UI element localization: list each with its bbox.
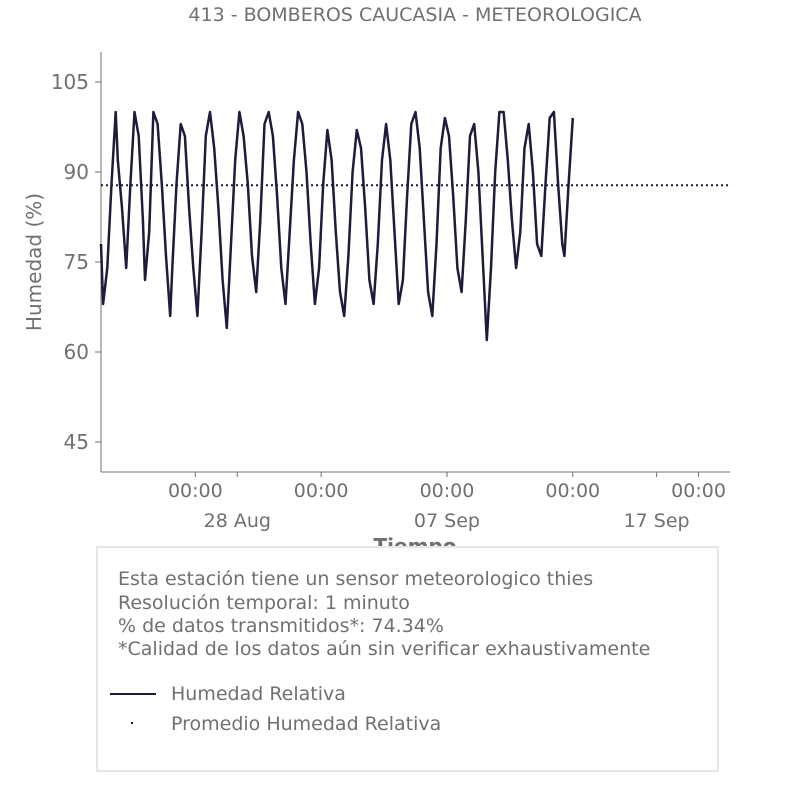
- x-date-tick-label: 07 Sep: [413, 510, 480, 532]
- legend-label: Humedad Relativa: [171, 683, 346, 705]
- info-transmitted-text: % de datos transmitidos*: 74.34%: [118, 615, 444, 637]
- series-layer: [101, 112, 730, 340]
- x-time-tick-label: 00:00: [419, 480, 475, 502]
- legend-line-swatch: [110, 693, 156, 695]
- humidity-series-line: [101, 112, 573, 340]
- x-date-tick-label: 17 Sep: [623, 510, 690, 532]
- y-tick-label: 90: [63, 160, 89, 184]
- y-tick-label: 105: [50, 70, 89, 94]
- y-tick-label: 75: [63, 250, 89, 274]
- y-axis-label: Humedad (%): [22, 192, 46, 332]
- y-tick-label: 45: [63, 430, 89, 454]
- y-tick-label: 60: [63, 340, 89, 364]
- legend-label: Promedio Humedad Relativa: [171, 713, 442, 735]
- x-date-tick-label: 28 Aug: [203, 510, 271, 532]
- info-resolution-text: Resolución temporal: 1 minuto: [118, 592, 410, 614]
- x-time-tick-label: 00:00: [671, 480, 726, 502]
- info-sensor-text: Esta estación tiene un sensor meteorologico thies: [118, 568, 594, 590]
- info-quality-text: *Calidad de los datos aún sin verificar exhaustivamente: [118, 638, 651, 660]
- x-axis-ticks: [168, 472, 726, 532]
- x-time-tick-label: 00:00: [167, 480, 223, 502]
- y-axis-ticks: [51, 70, 101, 454]
- x-time-tick-label: 00:00: [545, 480, 601, 502]
- x-time-tick-label: 00:00: [293, 480, 349, 502]
- info-box: [96, 546, 719, 772]
- chart-title: 413 - BOMBEROS CAUCASIA - METEOROLOGICA: [188, 4, 642, 26]
